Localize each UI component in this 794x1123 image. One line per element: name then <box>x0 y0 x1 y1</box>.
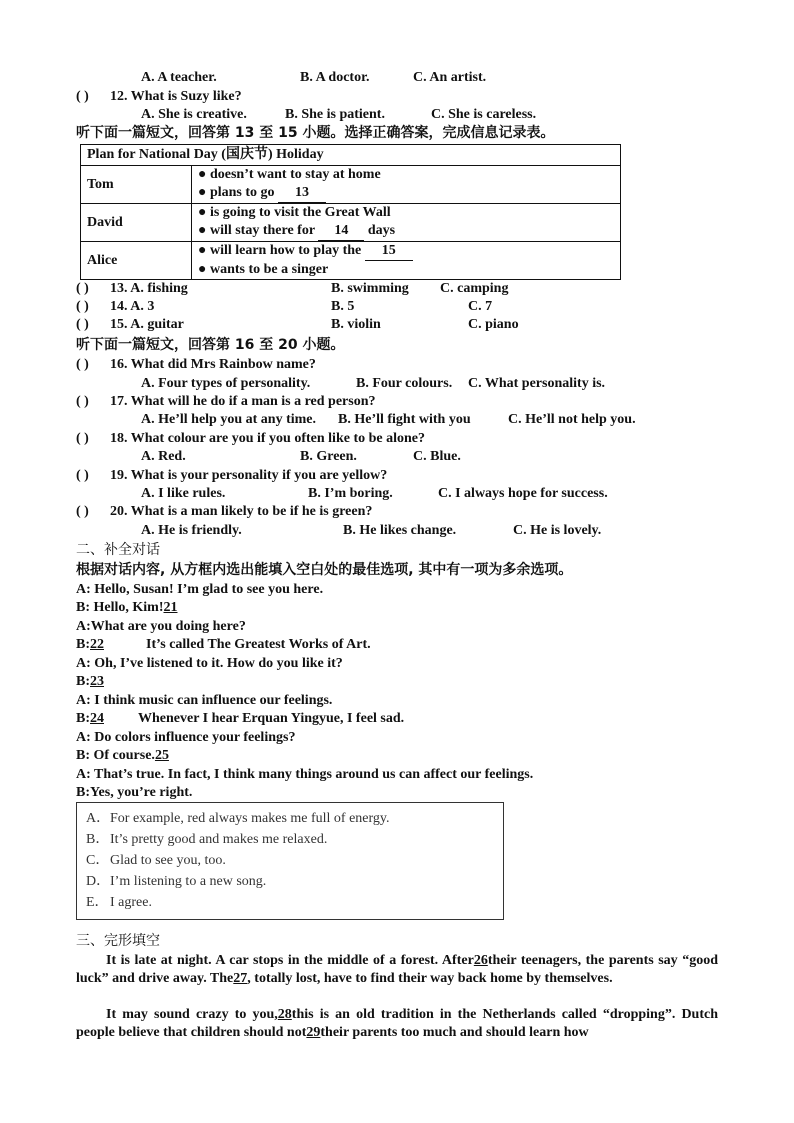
plan-line: ● is going to visit the Great Wall <box>198 205 391 220</box>
blank-26[interactable]: 26 <box>473 953 488 968</box>
dialogue-line <box>76 581 323 599</box>
q11-option-c: C. An artist. <box>413 70 487 85</box>
blank-25[interactable]: 25 <box>154 748 169 763</box>
q11-option-a: A. A teacher. <box>141 70 217 85</box>
question-text: 15. A. guitar <box>110 317 184 332</box>
cloze-text: , totally lost, have to find their way back home by themselves. <box>247 971 613 986</box>
plan-row-alice <box>81 242 621 280</box>
question-text: 17. What will he do if a man is a red person? <box>110 394 376 409</box>
plan-line-text: days <box>364 223 396 238</box>
dialogue-text: A: That’s true. In fact, I think many things around us can affect our feelings. <box>76 767 534 782</box>
dialogue-line <box>76 784 192 802</box>
option-text: For example, red always makes me full of energy. <box>110 811 390 826</box>
option-item <box>86 852 226 870</box>
answer-paren[interactable]: ( ) <box>76 468 89 483</box>
plan-table <box>80 144 621 280</box>
question-text: 19. What is your personality if you are yellow? <box>110 468 388 483</box>
dialogue-text: A:What are you doing here? <box>76 619 246 634</box>
q20-option-c: C. He is lovely. <box>513 523 602 538</box>
plan-details <box>192 166 621 204</box>
cloze-text: their teenagers, the parents say “good luck” and drive away. The <box>76 953 718 986</box>
dialogue-line <box>76 618 246 636</box>
blank-15[interactable]: 15 <box>365 242 413 261</box>
blank-22[interactable]: 22 <box>90 637 104 652</box>
dialogue-line <box>76 673 138 691</box>
q18-option-c: C. Blue. <box>413 449 461 464</box>
q16-option-a: A. Four types of personality. <box>141 376 311 391</box>
dialogue-line <box>76 655 343 673</box>
question-text: 18. What colour are you if you often like to be alone? <box>110 431 425 446</box>
option-item <box>86 831 327 849</box>
q16-option-c: C. What personality is. <box>468 376 606 391</box>
dialogue-line <box>76 747 203 765</box>
cloze-text: It may sound crazy to you, <box>106 1007 278 1022</box>
dialogue-text: B: Hello, Kim! <box>76 600 164 615</box>
dialogue-text: B: Of course. <box>76 748 155 763</box>
q15-option-c: C. piano <box>468 317 519 332</box>
q14-option-c: C. 7 <box>468 299 493 314</box>
cloze-text: It is late at night. A car stops in the middle of a forest. After <box>106 953 474 968</box>
q18-option-b: B. Green. <box>300 449 357 464</box>
answer-paren[interactable]: ( ) <box>76 317 89 332</box>
cloze-text: their parents too much and should learn how <box>320 1025 589 1040</box>
q20-option-a: A. He is friendly. <box>141 523 242 538</box>
plan-table-title: Plan for National Day (国庆节) Holiday <box>81 145 621 166</box>
dialogue-line <box>76 599 212 617</box>
answer-paren[interactable]: ( ) <box>76 299 89 314</box>
section-13-15-instruction: 听下面一篇短文，回答第 13 至 15 小题。选择正确答案，完成信息记录表。 <box>76 125 555 141</box>
answer-paren[interactable]: ( ) <box>76 394 89 409</box>
dialogue-line <box>76 692 332 710</box>
dialogue-text: A: Oh, I’ve listened to it. How do you like it? <box>76 656 343 671</box>
option-text: I’m listening to a new song. <box>110 874 267 889</box>
option-letter: D． <box>86 874 111 889</box>
plan-line <box>198 184 614 203</box>
blank-14[interactable]: 14 <box>318 222 364 241</box>
cloze-paragraph-1 <box>76 952 718 988</box>
plan-name: David <box>81 204 192 242</box>
section-2-instruction: 根据对话内容, 从方框内选出能填入空白处的最佳选项, 其中有一项为多余选项。 <box>76 562 573 578</box>
q12-option-a: A. She is creative. <box>141 107 247 122</box>
q12-option-c: C. She is careless. <box>431 107 537 122</box>
answer-paren[interactable]: ( ) <box>76 431 89 446</box>
q16-option-b: B. Four colours. <box>356 376 453 391</box>
plan-line-text: ● will learn how to play the <box>198 243 365 258</box>
option-text: It’s pretty good and makes me relaxed. <box>110 832 328 847</box>
q19-option-a: A. I like rules. <box>141 486 226 501</box>
question-text: 14. A. 3 <box>110 299 155 314</box>
option-item <box>86 894 152 912</box>
dialogue-text: A: Do colors influence your feelings? <box>76 730 296 745</box>
plan-details <box>192 242 621 280</box>
plan-line <box>198 222 614 241</box>
answer-paren[interactable]: ( ) <box>76 504 89 519</box>
dialogue-line <box>76 710 404 728</box>
plan-table-title-row <box>81 145 621 166</box>
q20-option-b: B. He likes change. <box>343 523 457 538</box>
q15-option-b: B. violin <box>331 317 381 332</box>
dialogue-line <box>76 766 533 784</box>
cloze-text: this is an old tradition in the Netherlands called “dropping”. Dutch people believe that children should not <box>76 1007 718 1040</box>
section-2-title: 二、补全对话 <box>76 542 160 558</box>
dialogue-line <box>76 636 371 654</box>
q18-option-a: A. Red. <box>141 449 186 464</box>
section-3-title: 三、完形填空 <box>76 933 160 949</box>
q17-option-c: C. He’ll not help you. <box>508 412 636 427</box>
dialogue-text: It’s called The Greatest Works of Art. <box>146 637 371 652</box>
option-item <box>86 810 390 828</box>
section-16-20-instruction: 听下面一篇短文，回答第 16 至 20 小题。 <box>76 337 345 353</box>
plan-row-tom <box>81 166 621 204</box>
blank-23[interactable]: 23 <box>90 674 104 689</box>
q17-option-a: A. He’ll help you at any time. <box>141 412 316 427</box>
question-text: 13. A. fishing <box>110 281 188 296</box>
q11-option-b: B. A doctor. <box>300 70 370 85</box>
option-letter: C． <box>86 853 110 868</box>
q19-option-c: C. I always hope for success. <box>438 486 608 501</box>
cloze-paragraph-2 <box>76 1006 718 1042</box>
plan-line <box>198 242 614 261</box>
dialogue-text: B: <box>76 674 90 689</box>
blank-21[interactable]: 21 <box>163 600 178 615</box>
option-text: Glad to see you, too. <box>110 853 226 868</box>
question-text: 12. What is Suzy like? <box>110 89 242 104</box>
q13-option-b: B. swimming <box>331 281 409 296</box>
q13-option-c: C. camping <box>440 281 509 296</box>
blank-24[interactable]: 24 <box>90 711 104 726</box>
q17-option-b: B. He’ll fight with you <box>338 412 471 427</box>
dialogue-text: Whenever I hear Erquan Yingyue, I feel sad. <box>138 711 405 726</box>
option-letter: B． <box>86 832 110 847</box>
question-text: 20. What is a man likely to be if he is green? <box>110 504 373 519</box>
blank-29[interactable]: 29 <box>306 1025 321 1040</box>
blank-13[interactable]: 13 <box>278 184 326 203</box>
plan-line-text: ● will stay there for <box>198 223 319 238</box>
question-text: 16. What did Mrs Rainbow name? <box>110 357 316 372</box>
plan-line: ● doesn’t want to stay at home <box>198 167 381 182</box>
dialogue-line <box>76 729 295 747</box>
dialogue-text: B:Yes, you’re right. <box>76 785 193 800</box>
plan-name: Tom <box>81 166 192 204</box>
dialogue-text: B: <box>76 711 90 726</box>
dialogue-text: B: <box>76 637 90 652</box>
plan-name: Alice <box>81 242 192 280</box>
option-item <box>86 873 266 891</box>
plan-line: ● wants to be a singer <box>198 262 329 277</box>
option-box <box>76 802 504 920</box>
plan-line-text: ● plans to go <box>198 185 279 200</box>
blank-28[interactable]: 28 <box>277 1007 292 1022</box>
q19-option-b: B. I’m boring. <box>308 486 393 501</box>
plan-row-david <box>81 204 621 242</box>
answer-paren[interactable]: ( ) <box>76 89 89 104</box>
option-letter: A． <box>86 811 111 826</box>
q14-option-b: B. 5 <box>331 299 355 314</box>
blank-27[interactable]: 27 <box>233 971 248 986</box>
dialogue-text: A: I think music can influence our feelings. <box>76 693 333 708</box>
answer-paren[interactable]: ( ) <box>76 357 89 372</box>
plan-details <box>192 204 621 242</box>
dialogue-text: A: Hello, Susan! I’m glad to see you here. <box>76 582 324 597</box>
option-letter: E． <box>86 895 109 910</box>
q12-option-b: B. She is patient. <box>285 107 385 122</box>
option-text: I agree. <box>110 895 152 910</box>
answer-paren[interactable]: ( ) <box>76 281 89 296</box>
